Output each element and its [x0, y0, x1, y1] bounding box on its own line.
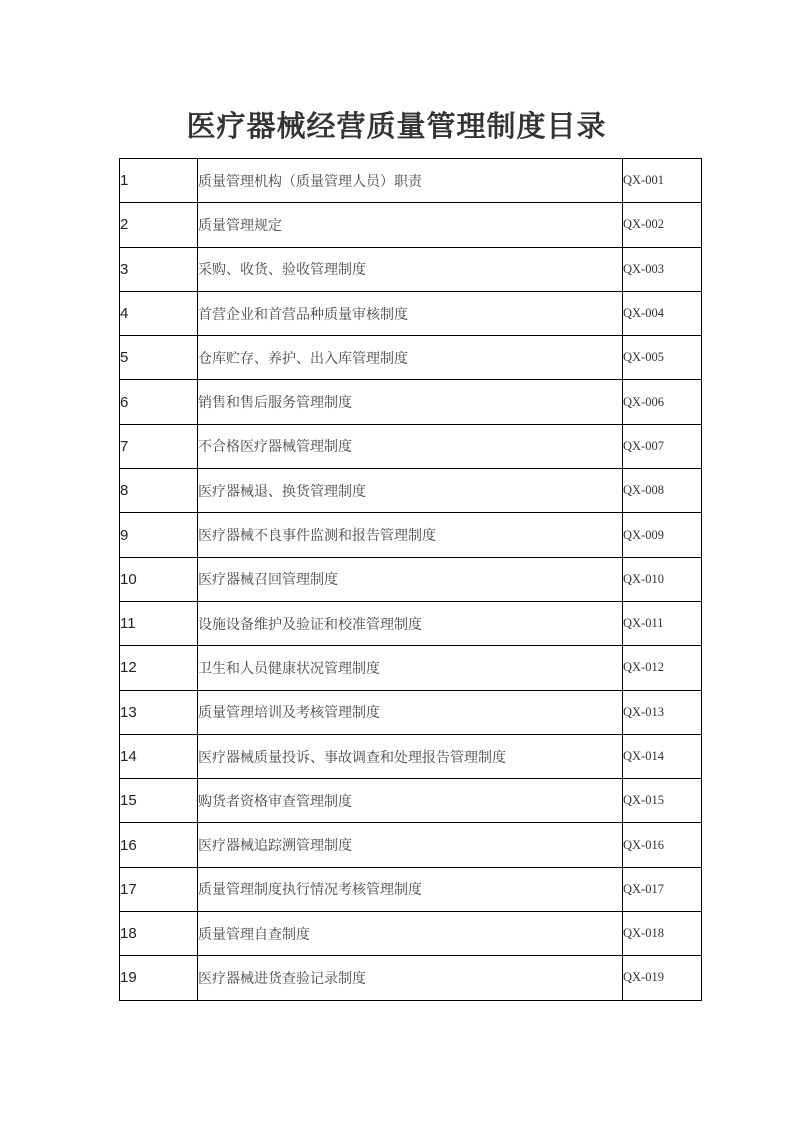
regulation-name-cell: 医疗器械退、换货管理制度 [198, 469, 623, 513]
table-row [120, 912, 702, 956]
document-code-cell: QX-002 [623, 203, 702, 247]
document-code-cell: QX-016 [623, 823, 702, 867]
regulation-name-cell: 首营企业和首营品种质量审核制度 [198, 291, 623, 335]
document-code-cell: QX-019 [623, 956, 702, 1000]
table-row [120, 159, 702, 203]
row-number-cell: 14 [120, 734, 198, 778]
regulation-name-cell: 质量管理自查制度 [198, 912, 623, 956]
document-code-cell: QX-015 [623, 779, 702, 823]
document-code-cell: QX-005 [623, 336, 702, 380]
table-row [120, 601, 702, 645]
table-row [120, 469, 702, 513]
regulation-name-cell: 医疗器械进货查验记录制度 [198, 956, 623, 1000]
row-number-cell: 10 [120, 557, 198, 601]
regulation-name-cell: 设施设备维护及验证和校准管理制度 [198, 601, 623, 645]
document-code-cell: QX-007 [623, 424, 702, 468]
document-code-cell: QX-017 [623, 867, 702, 911]
regulation-name-cell: 采购、收货、验收管理制度 [198, 247, 623, 291]
document-code-cell: QX-013 [623, 690, 702, 734]
directory-table-body [120, 159, 702, 1001]
row-number-cell: 8 [120, 469, 198, 513]
document-code-cell: QX-001 [623, 159, 702, 203]
regulation-name-cell: 医疗器械质量投诉、事故调查和处理报告管理制度 [198, 734, 623, 778]
table-row [120, 557, 702, 601]
regulation-name-cell: 质量管理机构（质量管理人员）职责 [198, 159, 623, 203]
table-row [120, 646, 702, 690]
row-number-cell: 12 [120, 646, 198, 690]
document-code-cell: QX-011 [623, 601, 702, 645]
regulation-name-cell: 质量管理规定 [198, 203, 623, 247]
row-number-cell: 6 [120, 380, 198, 424]
document-code-cell: QX-008 [623, 469, 702, 513]
row-number-cell: 2 [120, 203, 198, 247]
row-number-cell: 17 [120, 867, 198, 911]
document-code-cell: QX-004 [623, 291, 702, 335]
table-row [120, 690, 702, 734]
document-code-cell: QX-012 [623, 646, 702, 690]
document-code-cell: QX-009 [623, 513, 702, 557]
document-code-cell: QX-010 [623, 557, 702, 601]
row-number-cell: 3 [120, 247, 198, 291]
table-row [120, 867, 702, 911]
regulation-name-cell: 医疗器械追踪溯管理制度 [198, 823, 623, 867]
row-number-cell: 18 [120, 912, 198, 956]
table-row [120, 956, 702, 1000]
page-title: 医疗器械经营质量管理制度目录 [186, 109, 607, 143]
row-number-cell: 15 [120, 779, 198, 823]
row-number-cell: 19 [120, 956, 198, 1000]
row-number-cell: 7 [120, 424, 198, 468]
regulation-name-cell: 质量管理培训及考核管理制度 [198, 690, 623, 734]
table-row [120, 823, 702, 867]
row-number-cell: 9 [120, 513, 198, 557]
table-row [120, 336, 702, 380]
table-row [120, 291, 702, 335]
regulation-name-cell: 仓库贮存、养护、出入库管理制度 [198, 336, 623, 380]
document-code-cell: QX-014 [623, 734, 702, 778]
row-number-cell: 16 [120, 823, 198, 867]
regulation-name-cell: 质量管理制度执行情况考核管理制度 [198, 867, 623, 911]
table-row [120, 734, 702, 778]
row-number-cell: 13 [120, 690, 198, 734]
row-number-cell: 4 [120, 291, 198, 335]
table-row [120, 513, 702, 557]
directory-table [119, 158, 702, 1001]
table-row [120, 380, 702, 424]
document-code-cell: QX-006 [623, 380, 702, 424]
row-number-cell: 11 [120, 601, 198, 645]
table-row [120, 247, 702, 291]
table-row [120, 424, 702, 468]
regulation-name-cell: 不合格医疗器械管理制度 [198, 424, 623, 468]
regulation-name-cell: 销售和售后服务管理制度 [198, 380, 623, 424]
document-code-cell: QX-003 [623, 247, 702, 291]
table-row [120, 779, 702, 823]
regulation-name-cell: 医疗器械不良事件监测和报告管理制度 [198, 513, 623, 557]
regulation-name-cell: 卫生和人员健康状况管理制度 [198, 646, 623, 690]
table-row [120, 203, 702, 247]
regulation-name-cell: 医疗器械召回管理制度 [198, 557, 623, 601]
document-code-cell: QX-018 [623, 912, 702, 956]
row-number-cell: 5 [120, 336, 198, 380]
regulation-name-cell: 购货者资格审查管理制度 [198, 779, 623, 823]
row-number-cell: 1 [120, 159, 198, 203]
